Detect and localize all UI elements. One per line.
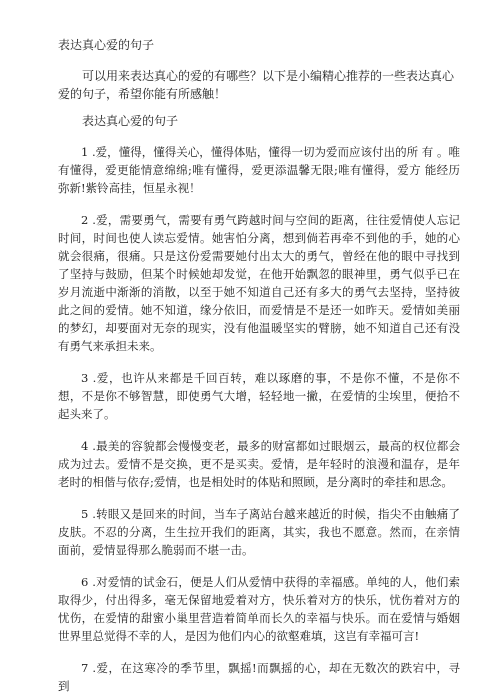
document-title: 表达真心爱的句子 [58,38,155,52]
list-item: 3 .爱，也许从来都是千回百转，难以琢磨的事，不是你不懂，不是你不 想，不是你不够智慧，即使勇气大增，轻轻地一撇，在爱情的尘埃里，便拾不 起头来了。 [58,371,460,421]
intro-paragraph: 可以用来表达真心的爱的有哪些？以下是小编精心推荐的一些表达真心爱的句子，希望你能有所感触！ [58,69,455,101]
list-item: 6 .对爱情的试金石，便是人们从爱情中获得的幸福感。单纯的人，他们索 取得少，付出得多，毫无保留地爱着对方，快乐着对方的快乐，忧伤着对方的 忧伤，在爱情的甜蜜小巢里营造着简单而长久的幸福与快乐。而在爱情与婚姻 世界里总觉得不幸的人，是因为他们内心的欲壑难填，这岂有幸福可言! [58,575,460,643]
section-title: 表达真心爱的句子 [82,114,179,128]
list-item: 7 .爱，在这寒冷的季节里，飘摇!而飘摇的心，却在无数次的跌宕中，寻 到 [58,661,460,693]
list-item: 4 .最美的容貌都会慢慢变老，最多的财富都如过眼烟云，最高的权位都会 成为过去。爱情不是交换，更不是买卖。爱情，是年轻时的浪漫和温存，是年 老时的相偕与依存;爱情，也是相处时的体贴和照顾，是分离时的牵挂和思念。 [58,439,460,489]
list-item: 1 .爱，懂得，懂得关心，懂得体贴，懂得一切为爱而应该付出的所 有 。唯有懂得，爱更能情意绵绵;唯有懂得，爱更添温馨无限;唯有懂得，爱方 能经历弥新!紫铃高挂，恒星永视！ [58,145,460,195]
list-item: 5 .转眼又是回来的时间，当车子离站台越来越近的时候，指尖不由触痛了 皮肤。不忍的分离，生生拉开我们的距离，其实，我也不愿意。然而，在亲情 面前，爱情显得那么脆弱而不堪一击。 [58,507,460,557]
list-item: 2 .爱，需要勇气，需要有勇气跨越时间与空间的距离，往往爱情使人忘记 时间，时间也使人读忘爱情。她害怕分离，想到倘若再牵不到他的手，她的心 就会很痛，很痛。只是这份爱需要她付出太大的勇气，曾经在他的眼中寻找到 了坚持与鼓励，但某个时候她却发觉，在他开始飘忽的眼神里，勇气似乎已在 岁月流逝中渐渐的消散，以至于她不知道自己还有多大的勇气去坚持，坚持彼 此之间的爱情。她不知道，缘分依旧，而爱情是不是还一如昨天。爱情如美丽 的梦幻，却要面对无奈的现实，没有他温暖坚实的臂膀，她不知道自己还有没 有勇气来承担未来。 [58,213,460,353]
